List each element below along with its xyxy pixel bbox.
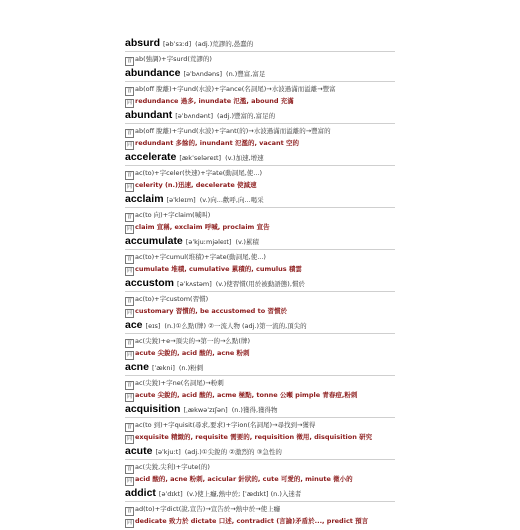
part-of-speech-definition: (adj.)荒謬的,愚蠢的 xyxy=(195,40,254,48)
entry-abundant xyxy=(125,110,395,150)
headword: abundant xyxy=(125,109,173,121)
related-words: acute 尖銳的, acid 酸的, acne 粉刺 xyxy=(135,349,250,357)
related-words-icon: 同 xyxy=(126,184,132,190)
pronunciation: [ˈækni] xyxy=(151,364,175,372)
related-words-icon: 同 xyxy=(126,310,132,316)
related-words-icon: 同 xyxy=(126,268,132,274)
etymology-icon: 首 xyxy=(126,256,132,262)
entry-absurd xyxy=(125,38,395,66)
headword: acclaim xyxy=(125,193,164,205)
part-of-speech-definition: (adj.)①尖銳的 ②激烈的 ③急性的 xyxy=(184,448,282,456)
headword: acquisition xyxy=(125,403,181,415)
part-of-speech-definition: (v.)累積 xyxy=(235,238,259,246)
pronunciation: [eɪs] xyxy=(145,322,161,330)
divider xyxy=(125,51,395,52)
related-words-icon: 同 xyxy=(126,226,132,232)
part-of-speech-definition: (n.)粉刺 xyxy=(178,364,204,372)
part-of-speech-definition: (n.)獲得,獲得物 xyxy=(231,406,278,414)
part-of-speech-definition: (n.)豐富,富足 xyxy=(226,70,266,78)
etymology: ac(to 到)+字quisit(尋求,要求)+字ion(名詞尾)→尋找到→獲得 xyxy=(135,421,316,429)
etymology-icon: 首 xyxy=(126,58,132,64)
divider xyxy=(125,417,395,418)
related-words: customary 習慣的, be accustomed to 習慣於 xyxy=(135,307,287,315)
divider xyxy=(125,459,395,460)
etymology-icon: 首 xyxy=(126,424,132,430)
etymology: ac(to)+字cumul(堆積)+字ate(動詞尾,使...) xyxy=(135,253,266,261)
part-of-speech-definition: (v.)加速,增速 xyxy=(225,154,264,162)
etymology-icon: 首 xyxy=(126,88,132,94)
etymology: ad(to)+字dict(說,宣告)→宣告於→熱中於→使上癮 xyxy=(135,505,281,513)
divider xyxy=(125,501,395,502)
related-words-icon: 同 xyxy=(126,394,132,400)
related-words: redundance 過多, inundate 氾濫, abound 充滿 xyxy=(135,97,294,105)
divider xyxy=(125,291,395,292)
divider xyxy=(125,123,395,124)
related-words: celerity (n.)迅速, decelerate 使減速 xyxy=(135,181,257,189)
divider xyxy=(125,207,395,208)
pronunciation: [ækˈseləreɪt] xyxy=(179,154,222,162)
etymology-icon: 首 xyxy=(126,172,132,178)
entry-acne xyxy=(125,362,395,402)
pronunciation: [ˌækwəˈzɪʃən] xyxy=(183,406,228,414)
entry-acquisition xyxy=(125,404,395,444)
etymology-icon: 首 xyxy=(126,508,132,514)
etymology-icon: 首 xyxy=(126,214,132,220)
etymology-icon: 首 xyxy=(126,466,132,472)
entry-ace xyxy=(125,320,395,360)
related-words-icon: 同 xyxy=(126,436,132,442)
part-of-speech-definition: (adj.)豐富的,富足的 xyxy=(217,112,276,120)
etymology: ac(尖銳)+字ne(名詞尾)→粉刺 xyxy=(135,379,224,387)
part-of-speech-definition: (v.)使上癮,熱中於; [ˈædɪkt] (n.)入迷者 xyxy=(186,490,302,498)
part-of-speech-definition: (n.)①么點(牌) ②一流人物 (adj.)第一流的,頂尖的 xyxy=(164,322,307,330)
etymology: ac(尖銳,尖利)+字ute(的) xyxy=(135,463,210,471)
part-of-speech-definition: (v.)向...歡呼,向...喝采 xyxy=(199,196,264,204)
divider xyxy=(125,81,395,82)
entry-list xyxy=(125,38,395,530)
etymology-icon: 首 xyxy=(126,298,132,304)
headword: accelerate xyxy=(125,151,177,163)
etymology: ab(強調)+字surd(荒謬的) xyxy=(135,55,212,63)
etymology: ac(尖銳)+e→頂尖的→第一的→么點(牌) xyxy=(135,337,250,345)
etymology: ab(off 脫離)+字und(水波)+字ance(名詞尾)→水波過滿而溢離→豐富 xyxy=(135,85,336,93)
entry-addict xyxy=(125,488,395,528)
pronunciation: [əˈkjuːmjəleɪt] xyxy=(185,238,232,246)
related-words-icon: 同 xyxy=(126,520,132,526)
headword: acute xyxy=(125,445,153,457)
pronunciation: [əˈkjuːt] xyxy=(155,448,181,456)
entry-accustom xyxy=(125,278,395,318)
headword: accumulate xyxy=(125,235,183,247)
pronunciation: [əˈkʌstəm] xyxy=(177,280,212,288)
etymology-icon: 首 xyxy=(126,382,132,388)
part-of-speech-definition: (v.)使習慣(用於被動語態),慣於 xyxy=(215,280,305,288)
etymology: ac(to)+字custom(習慣) xyxy=(135,295,209,303)
related-words-icon: 同 xyxy=(126,478,132,484)
related-words: acute 尖銳的, acid 酸的, acme 極點, tonne 公噸 pimple 青春痘,粉刺 xyxy=(135,391,358,399)
divider xyxy=(125,333,395,334)
divider xyxy=(125,375,395,376)
etymology: ac(to)+字celer(快速)+字ate(動詞尾,使...) xyxy=(135,169,263,177)
headword: abundance xyxy=(125,67,181,79)
entry-abundance xyxy=(125,68,395,108)
entry-accumulate xyxy=(125,236,395,276)
etymology-icon: 首 xyxy=(126,130,132,136)
related-words-icon: 同 xyxy=(126,352,132,358)
etymology-icon: 首 xyxy=(126,340,132,346)
divider xyxy=(125,249,395,250)
pronunciation: [əˈdɪkt] xyxy=(158,490,183,498)
entry-acute xyxy=(125,446,395,486)
pronunciation: [əˈbʌndəns] xyxy=(183,70,223,78)
divider xyxy=(125,165,395,166)
etymology: ac(to 向)+字claim(喊叫) xyxy=(135,211,211,219)
related-words: redundant 多餘的, inundant 氾濫的, vacant 空的 xyxy=(135,139,300,147)
related-words: dedicate 致力於 dictate 口述, contradict (言論)矛盾於..., predict 預言 xyxy=(135,517,369,525)
pronunciation: [əˈkleɪm] xyxy=(166,196,196,204)
headword: absurd xyxy=(125,37,161,49)
pronunciation: [əbˈsɜːd] xyxy=(163,40,192,48)
related-words-icon: 同 xyxy=(126,142,132,148)
entry-acclaim xyxy=(125,194,395,234)
headword: addict xyxy=(125,487,156,499)
related-words-icon: 同 xyxy=(126,100,132,106)
related-words: cumulate 堆積, cumulative 累積的, cumulus 積雲 xyxy=(135,265,302,273)
related-words: exquisite 精緻的, requisite 需要的, requisition 徵用, disquisition 研究 xyxy=(135,433,373,441)
entry-accelerate xyxy=(125,152,395,192)
pronunciation: [əˈbʌndənt] xyxy=(175,112,213,120)
etymology: ab(off 脫離)+字und(水波)+字ant(的)→水波過滿而溢離的→豐富的 xyxy=(135,127,331,135)
headword: acne xyxy=(125,361,149,373)
related-words: acid 酸的, acne 粉刺, acicular 針狀的, cute 可愛的, minute 微小的 xyxy=(135,475,353,483)
related-words: claim 宣稱, exclaim 呼喊, proclaim 宣告 xyxy=(135,223,270,231)
headword: ace xyxy=(125,319,143,331)
headword: accustom xyxy=(125,277,175,289)
